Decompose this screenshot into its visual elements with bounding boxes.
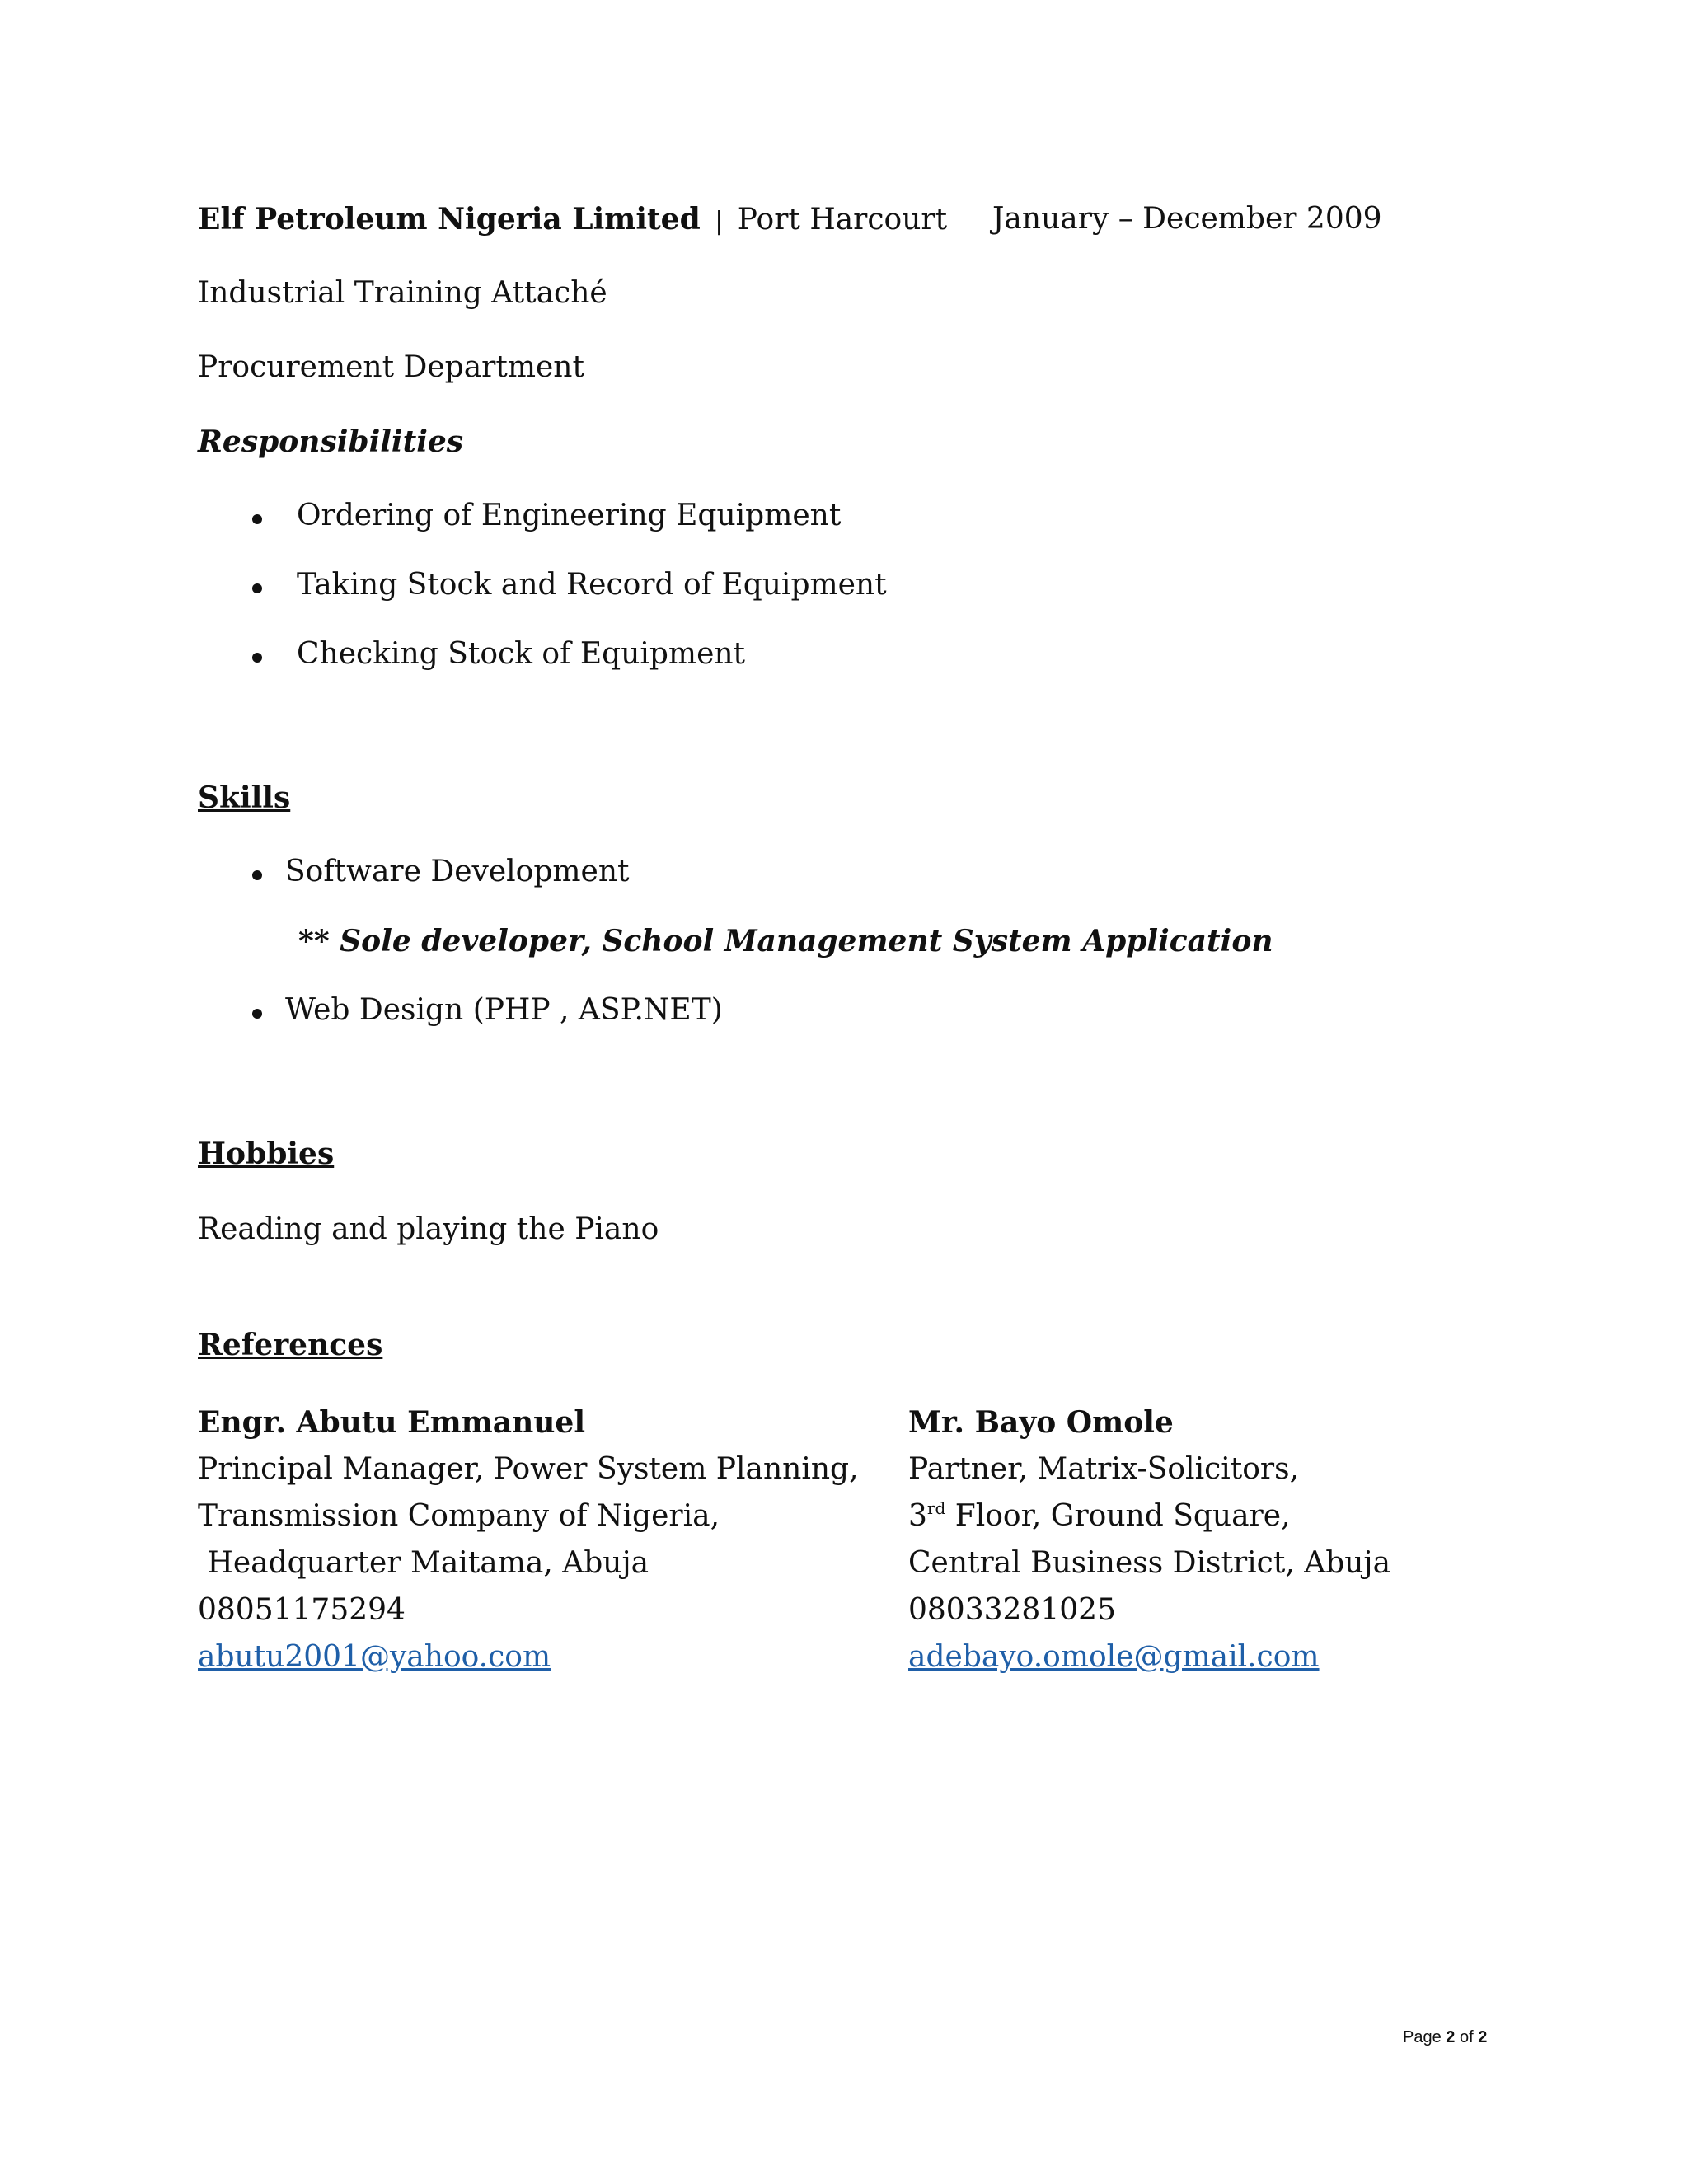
responsibility-item: Ordering of Engineering Equipment xyxy=(297,499,842,532)
page-number xyxy=(1403,2027,1487,2047)
reference-2-email-link[interactable]: adebayo.omole@gmail.com xyxy=(908,1640,1320,1674)
reference-1-title: Principal Manager, Power System Planning, xyxy=(198,1452,859,1486)
experience-dates: January – December 2009 xyxy=(992,202,1382,236)
reference-1-name: Engr. Abutu Emmanuel xyxy=(198,1405,586,1440)
hobbies-heading: Hobbies xyxy=(198,1137,335,1171)
bullet-icon xyxy=(252,514,262,524)
header-separator: | xyxy=(715,207,724,236)
skill-item: Web Design (PHP , ASP.NET) xyxy=(285,993,723,1027)
responsibility-item: Taking Stock and Record of Equipment xyxy=(297,568,887,602)
reference-2-name: Mr. Bayo Omole xyxy=(908,1405,1174,1440)
bullet-icon xyxy=(252,653,262,663)
reference-1-phone: 08051175294 xyxy=(198,1593,406,1627)
bullet-icon xyxy=(252,870,262,880)
responsibility-item: Checking Stock of Equipment xyxy=(297,637,746,671)
floor-number: 3 xyxy=(908,1499,927,1533)
skills-heading: Skills xyxy=(198,780,291,815)
page-word: Page xyxy=(1403,2028,1442,2046)
reference-2-phone: 08033281025 xyxy=(908,1593,1116,1627)
company-location: Port Harcourt xyxy=(737,203,948,237)
job-role: Industrial Training Attaché xyxy=(198,276,607,310)
total-pages: 2 xyxy=(1478,2028,1488,2046)
references-heading: References xyxy=(198,1328,383,1362)
responsibilities-heading: Responsibilities xyxy=(198,424,464,459)
of-word: of xyxy=(1459,2028,1474,2046)
reference-2-district: Central Business District, Abuja xyxy=(908,1546,1391,1580)
reference-2-address-line xyxy=(908,1498,1291,1535)
skill-note: ** Sole developer, School Management System Application xyxy=(298,924,1273,958)
hobbies-text: Reading and playing the Piano xyxy=(198,1212,659,1246)
job-department: Procurement Department xyxy=(198,350,584,384)
bullet-icon xyxy=(252,583,262,593)
reference-1-address: Headquarter Maitama, Abuja xyxy=(198,1546,649,1580)
reference-2-title: Partner, Matrix-Solicitors, xyxy=(908,1452,1300,1486)
floor-rest: Floor, Ground Square, xyxy=(945,1499,1291,1533)
bullet-icon xyxy=(252,1009,262,1019)
current-page: 2 xyxy=(1446,2028,1456,2046)
experience-header xyxy=(198,201,947,240)
company-name: Elf Petroleum Nigeria Limited xyxy=(198,202,701,237)
reference-1-company: Transmission Company of Nigeria, xyxy=(198,1499,720,1533)
reference-1-email-link[interactable]: abutu2001@yahoo.com xyxy=(198,1640,551,1674)
floor-ordinal: rd xyxy=(926,1498,946,1518)
skill-item: Software Development xyxy=(285,855,630,888)
